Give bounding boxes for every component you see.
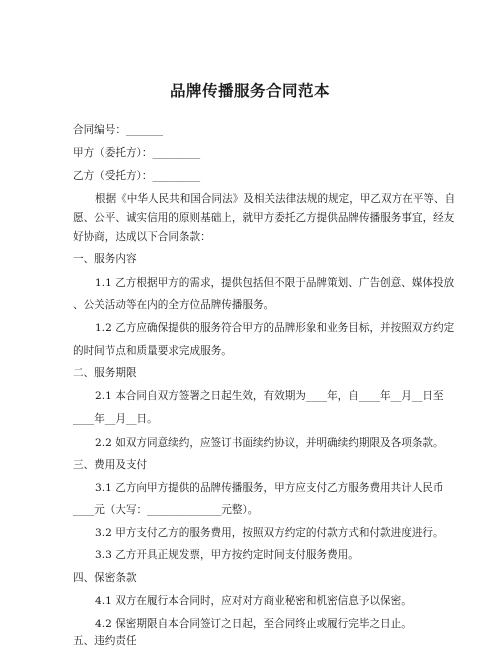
clause-2-1-line-2: ____年__月__日。 <box>73 413 158 425</box>
clause-2-1-line-1: 2.1 本合同自双方签署之日起生效，有效期为____年，自____年__月__日至 <box>95 390 444 402</box>
preamble-line-1: 根据《中华人民共和国合同法》及相关法律法规的规定，甲乙双方在平等、自 <box>95 193 456 205</box>
clause-2-2: 2.2 如双方同意续约，应签订书面续约协议，并明确续约期限及各项条款。 <box>95 437 444 449</box>
section-5-heading: 五、违约责任 <box>73 635 137 647</box>
contract-number-field: 合同编号：_______ <box>73 124 164 136</box>
party-a-field: 甲方（委托方）：_________ <box>73 147 201 159</box>
clause-4-1: 4.1 双方在履行本合同时，应对对方商业秘密和机密信息予以保密。 <box>95 595 412 607</box>
section-4-heading: 四、保密条款 <box>73 572 137 584</box>
section-3-heading: 三、费用及支付 <box>73 459 148 471</box>
clause-1-1-line-2: 、公关活动等在内的全方位品牌传播服务。 <box>73 299 275 311</box>
document-title: 品牌传播服务合同范本 <box>169 81 330 100</box>
clause-4-2: 4.2 保密期限自本合同签订之日起，至合同终止或履行完毕之日止。 <box>95 618 412 630</box>
clause-3-2: 3.2 甲方支付乙方的服务费用，按照双方约定的付款方式和付款进度进行。 <box>95 527 444 539</box>
clause-1-2-line-2: 的时间节点和质量要求完成服务。 <box>73 345 232 357</box>
section-2-heading: 二、服务期限 <box>73 367 137 379</box>
section-1-heading: 一、服务内容 <box>73 253 137 265</box>
clause-1-2-line-1: 1.2 乙方应确保提供的服务符合甲方的品牌形象和业务目标，并按照双方约定 <box>95 322 455 334</box>
preamble-line-3: 好协商，达成以下合同条款： <box>73 231 211 243</box>
clause-1-1-line-1: 1.1 乙方根据甲方的需求，提供包括但不限于品牌策划、广告创意、媒体投放 <box>95 277 455 289</box>
clause-3-1-line-1: 3.1 乙方向甲方提供的品牌传播服务，甲方应支付乙方服务费用共计人民币 <box>95 482 444 494</box>
party-b-field: 乙方（受托方）：_________ <box>73 170 201 182</box>
clause-3-3: 3.3 乙方开具正规发票，甲方按约定时间支付服务费用。 <box>95 549 359 561</box>
preamble-line-2: 愿、公平、诚实信用的原则基础上，就甲方委托乙方提供品牌传播服务事宜，经友 <box>73 212 455 224</box>
clause-3-1-line-2: ____元（大写：______________元整）。 <box>73 504 259 516</box>
